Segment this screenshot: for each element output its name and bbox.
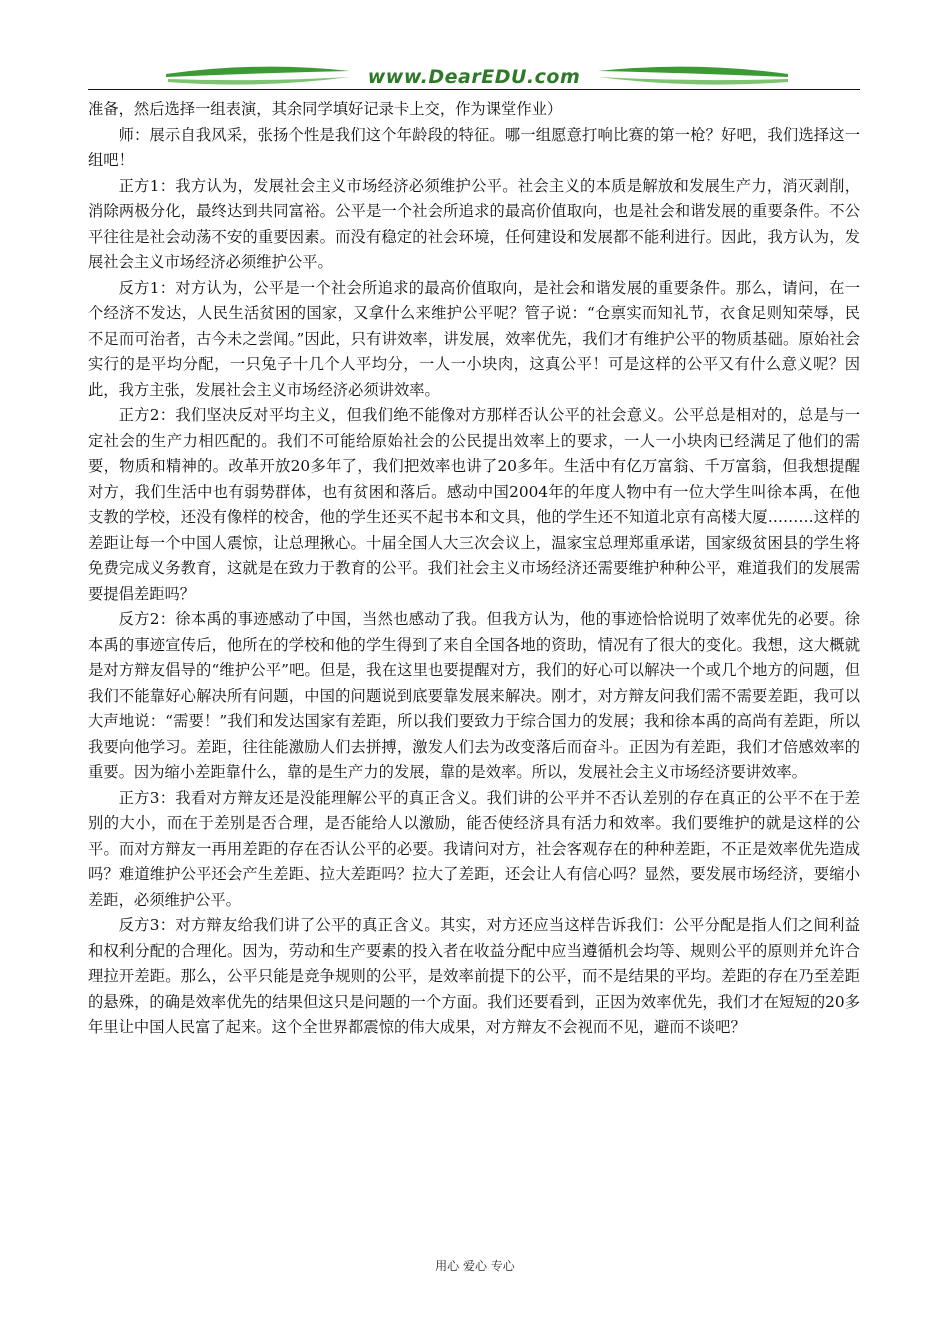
paragraph-intro: 准备，然后选择一组表演，其余同学填好记录卡上交，作为课堂作业） — [88, 100, 563, 118]
page-footer: 用心 爱心 专心 — [435, 1259, 515, 1273]
paragraph-affirmative-2: 正方2：我们坚决反对平均主义，但我们绝不能像对方那样否认公平的社会意义。公平总是相对的，总是与一定社会的生产力相匹配的。我们不可能给原始社会的公民提出效率上的要求，一人一小块肉已经满足了他们的需要，物质和精神的。改革开放20多年了，我们把效率也讲了20多年。生活中有亿万富翁、千万富翁，但我想提醒对方，我们生活中也有弱势群体，也有贫困和落后。感动中国2004年的年度人物中有一位大学生叫徐本禹，在他支教的学校，还没有像样的校舍，他的学生还买不起书本和文具，他的学生还不知道北京有高楼大厦………这样的差距让每一个中国人震惊，让总理揪心。十届全国人大三次会议上，温家宝总理郑重承诺，国家级贫困县的学生将免费完成义务教育，这就是在致力于教育的公平。我们社会主义市场经济还需要维护种种公平，难道我们的发展需要提倡差距吗？ — [88, 406, 860, 603]
document-body — [88, 97, 860, 1041]
paragraph-negative-1: 反方1：对方认为，公平是一个社会所追求的最高价值取向，是社会和谐发展的重要条件。那么，请问，在一个经济不发达，人民生活贫困的国家，又拿什么来维护公平呢？管子说：“仓禀实而知礼节，衣食足则知荣辱，民不足而可治者，古今未之尝闻。”因此，只有讲效率，讲发展，效率优先，我们才有维护公平的物质基础。原始社会实行的是平均分配，一只兔子十几个人平均分，一人一小块肉，这真公平！可是这样的公平又有什么意义呢？因此，我方主张，发展社会主义市场经济必须讲效率。 — [88, 278, 860, 399]
paragraph-affirmative-1: 正方1：我方认为，发展社会主义市场经济必须维护公平。社会主义的本质是解放和发展生产力，消灭剥削，消除两极分化，最终达到共同富裕。公平是一个社会所追求的最高价值取向，也是社会和谐发展的重要条件。不公平往往是社会动荡不安的重要因素。而没有稳定的社会环境，任何建设和发展都不能利进行。因此，我方认为，发展社会主义市场经济必须维护公平。 — [88, 176, 860, 271]
paragraph-affirmative-3: 正方3：我看对方辩友还是没能理解公平的真正含义。我们讲的公平并不否认差别的存在真正的公平不在于差别的大小，而在于差别是否合理，是否能给人以激励，能否使经济具有活力和效率。我们要维护的就是这样的公平。而对方辩友一再用差距的存在否认公平的必要。我请问对方，社会客观存在的种种差距，不正是效率优先造成吗？难道维护公平还会产生差距、拉大差距吗？拉大了差距，还会让人有信心吗？显然，要发展市场经济，要缩小差距，必须维护公平。 — [88, 788, 860, 909]
paragraph-negative-3: 反方3：对方辩友给我们讲了公平的真正含义。其实，对方还应当这样告诉我们：公平分配是指人们之间利益和权利分配的合理化。因为，劳动和生产要素的投入者在收益分配中应当遵循机会均等、规则公平的原则并允许合理拉开差距。那么，公平只能是竞争规则的公平，是效率前提下的公平，而不是结果的平均。差距的存在乃至差距的悬殊，的确是效率优先的结果但这只是问题的一个方面。我们还要看到，正因为效率优先，我们才在短短的20多年里让中国人民富了起来。这个全世界都震惊的伟大成果，对方辩友不会视而不见，避而不谈吧？ — [88, 916, 860, 1036]
header-divider — [88, 89, 860, 90]
paragraph-negative-2: 反方2：徐本禹的事迹感动了中国，当然也感动了我。但我方认为，他的事迹恰恰说明了效率优先的必要。徐本禹的事迹宣传后，他所在的学校和他的学生得到了来自全国各地的资助，情况有了很大的变化。我想，这大概就是对方辩友倡导的“维护公平”吧。但是，我在这里也要提醒对方，我们的好心可以解决一个或几个地方的问题，但我们不能靠好心解决所有问题，中国的问题说到底要靠发展来解决。刚才，对方辩友问我们需不需要差距，我可以大声地说：“需要！”我们和发达国家有差距，所以我们要致力于综合国力的发展；我和徐本禹的高尚有差距，所以我要向他学习。差距，往往能激励人们去拼搏，激发人们去为改变落后而奋斗。正因为有差距，我们才倍感效率的重要。因为缩小差距靠什么，靠的是生产力的发展，靠的是效率。所以，发展社会主义市场经济要讲效率。 — [88, 610, 860, 781]
paragraph-teacher: 师：展示自我风采，张扬个性是我们这个年龄段的特征。哪一组愿意打响比赛的第一枪？好吧，我们选择这一组吧！ — [88, 125, 860, 169]
page-header — [88, 58, 860, 92]
site-logo-text: www.DearEDU.com — [367, 66, 581, 88]
